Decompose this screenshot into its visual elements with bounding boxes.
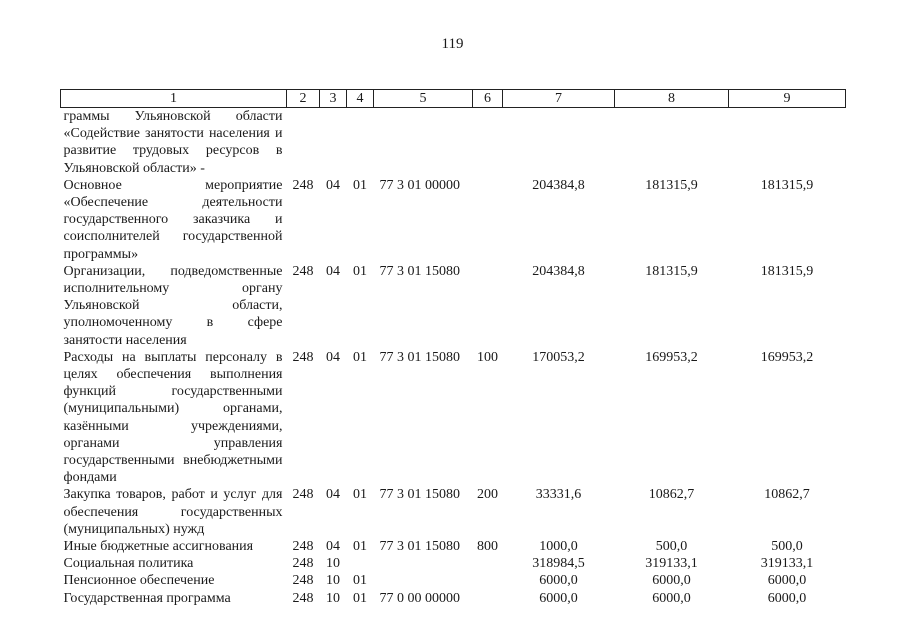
expense-type-code: 100 bbox=[477, 349, 498, 365]
expense-type-code bbox=[473, 177, 503, 263]
amount-year-1: 33331,6 bbox=[535, 487, 582, 503]
amount-year-1: 204384,8 bbox=[532, 263, 585, 279]
table-row bbox=[61, 108, 846, 177]
expense-type-code bbox=[473, 555, 503, 572]
target-article-code: 77 3 01 15080 bbox=[379, 263, 460, 279]
col-header: 6 bbox=[473, 90, 503, 108]
row-name: Иные бюджетные ассигнования bbox=[63, 539, 254, 555]
subsection-code: 01 bbox=[353, 349, 367, 365]
table-row bbox=[61, 349, 846, 487]
amount-year-1: 204384,8 bbox=[532, 177, 585, 193]
target-article-code bbox=[374, 108, 473, 177]
grbs-code: 248 bbox=[292, 590, 314, 606]
grbs-code bbox=[287, 108, 320, 177]
target-article-code bbox=[374, 572, 473, 589]
col-header: 3 bbox=[320, 90, 347, 108]
row-name: граммы Ульяновской области «Содействие занятости населения и развитие трудовых ресурсов в Ульяновской области» - bbox=[63, 109, 283, 176]
col-header: 8 bbox=[615, 90, 729, 108]
section-code: 04 bbox=[326, 263, 340, 279]
grbs-code: 248 bbox=[292, 539, 314, 555]
row-name: Государственная программа bbox=[63, 590, 231, 606]
target-article-code: 77 0 00 00000 bbox=[379, 590, 460, 606]
expense-type-code bbox=[473, 108, 503, 177]
amount-year-3: 500,0 bbox=[771, 539, 803, 555]
subsection-code: 01 bbox=[353, 263, 367, 279]
section-code: 10 bbox=[326, 573, 340, 589]
subsection-code bbox=[347, 108, 374, 177]
amount-year-2: 169953,2 bbox=[645, 349, 698, 365]
section-code: 10 bbox=[326, 590, 340, 606]
amount-year-1: 1000,0 bbox=[539, 539, 578, 555]
row-name: Социальная политика bbox=[63, 556, 194, 572]
amount-year-2: 181315,9 bbox=[645, 263, 698, 279]
grbs-code: 248 bbox=[292, 556, 314, 572]
section-code: 04 bbox=[326, 349, 340, 365]
amount-year-1: 318984,5 bbox=[532, 556, 585, 572]
row-name: Основное мероприятие «Обеспечение деятельности государственного заказчика и соисполнителей государственной программы» bbox=[63, 177, 283, 262]
amount-year-2: 181315,9 bbox=[645, 177, 698, 193]
row-name: Пенсионное обеспечение bbox=[63, 573, 215, 589]
amount-year-1: 6000,0 bbox=[539, 590, 578, 606]
amount-year-3: 181315,9 bbox=[760, 177, 814, 193]
grbs-code: 248 bbox=[292, 573, 314, 589]
grbs-code: 248 bbox=[292, 263, 314, 279]
budget-table bbox=[60, 89, 846, 607]
target-article-code: 77 3 01 15080 bbox=[379, 539, 460, 555]
subsection-code: 01 bbox=[353, 487, 367, 503]
col-header: 1 bbox=[61, 90, 287, 108]
col-header: 9 bbox=[729, 90, 846, 108]
amount-year-2: 6000,0 bbox=[652, 573, 691, 589]
row-name: Расходы на выплаты персоналу в целях обеспечения выполнения функций государственными (муниципальными) органами, казёнными учреждениями, органами управления государственными внебюджетными фондами bbox=[63, 349, 283, 486]
section-code: 04 bbox=[326, 177, 340, 193]
target-article-code bbox=[374, 555, 473, 572]
amount-year-2: 10862,7 bbox=[648, 487, 695, 503]
amount-year-3 bbox=[729, 108, 846, 177]
amount-year-1: 6000,0 bbox=[539, 573, 578, 589]
col-header: 2 bbox=[287, 90, 320, 108]
table-row bbox=[61, 538, 846, 555]
target-article-code: 77 3 01 15080 bbox=[379, 349, 460, 365]
subsection-code: 01 bbox=[353, 573, 367, 589]
col-header: 7 bbox=[503, 90, 615, 108]
amount-year-2: 500,0 bbox=[655, 539, 688, 555]
header-row bbox=[61, 90, 846, 108]
table-row bbox=[61, 590, 846, 607]
table-row bbox=[61, 572, 846, 589]
expense-type-code: 200 bbox=[477, 487, 498, 503]
row-name: Закупка товаров, работ и услуг для обеспечения государственных (муниципальных) нужд bbox=[63, 487, 283, 537]
expense-type-code: 800 bbox=[477, 539, 498, 555]
amount-year-2: 6000,0 bbox=[652, 590, 691, 606]
amount-year-3: 10862,7 bbox=[764, 487, 810, 503]
table-row bbox=[61, 486, 846, 538]
col-header: 5 bbox=[374, 90, 473, 108]
amount-year-2: 319133,1 bbox=[645, 556, 698, 572]
section-code: 10 bbox=[326, 556, 340, 572]
table-row bbox=[61, 263, 846, 349]
amount-year-3: 319133,1 bbox=[760, 556, 814, 572]
grbs-code: 248 bbox=[292, 177, 314, 193]
section-code bbox=[320, 108, 347, 177]
amount-year-1: 170053,2 bbox=[532, 349, 585, 365]
subsection-code: 01 bbox=[353, 539, 367, 555]
table-row bbox=[61, 177, 846, 263]
expense-type-code bbox=[473, 263, 503, 349]
section-code: 04 bbox=[326, 539, 340, 555]
subsection-code: 01 bbox=[353, 177, 367, 193]
amount-year-3: 6000,0 bbox=[767, 573, 807, 589]
subsection-code: 01 bbox=[353, 590, 367, 606]
amount-year-2 bbox=[615, 108, 729, 177]
expense-type-code bbox=[473, 572, 503, 589]
amount-year-3: 6000,0 bbox=[767, 590, 807, 606]
subsection-code bbox=[347, 555, 374, 572]
table-row bbox=[61, 555, 846, 572]
amount-year-3: 169953,2 bbox=[760, 349, 814, 365]
section-code: 04 bbox=[326, 487, 340, 503]
amount-year-3: 181315,9 bbox=[760, 263, 814, 279]
grbs-code: 248 bbox=[292, 487, 314, 503]
row-name: Организации, подведомственные исполнительному органу Ульяновской области, уполномоченному в сфере занятости населения bbox=[63, 263, 283, 348]
expense-type-code bbox=[473, 590, 503, 607]
grbs-code: 248 bbox=[292, 349, 314, 365]
page-number: 119 bbox=[441, 36, 464, 52]
col-header: 4 bbox=[347, 90, 374, 108]
table-body bbox=[61, 108, 846, 607]
amount-year-1 bbox=[503, 108, 615, 177]
target-article-code: 77 3 01 15080 bbox=[379, 487, 460, 503]
target-article-code: 77 3 01 00000 bbox=[379, 177, 460, 193]
